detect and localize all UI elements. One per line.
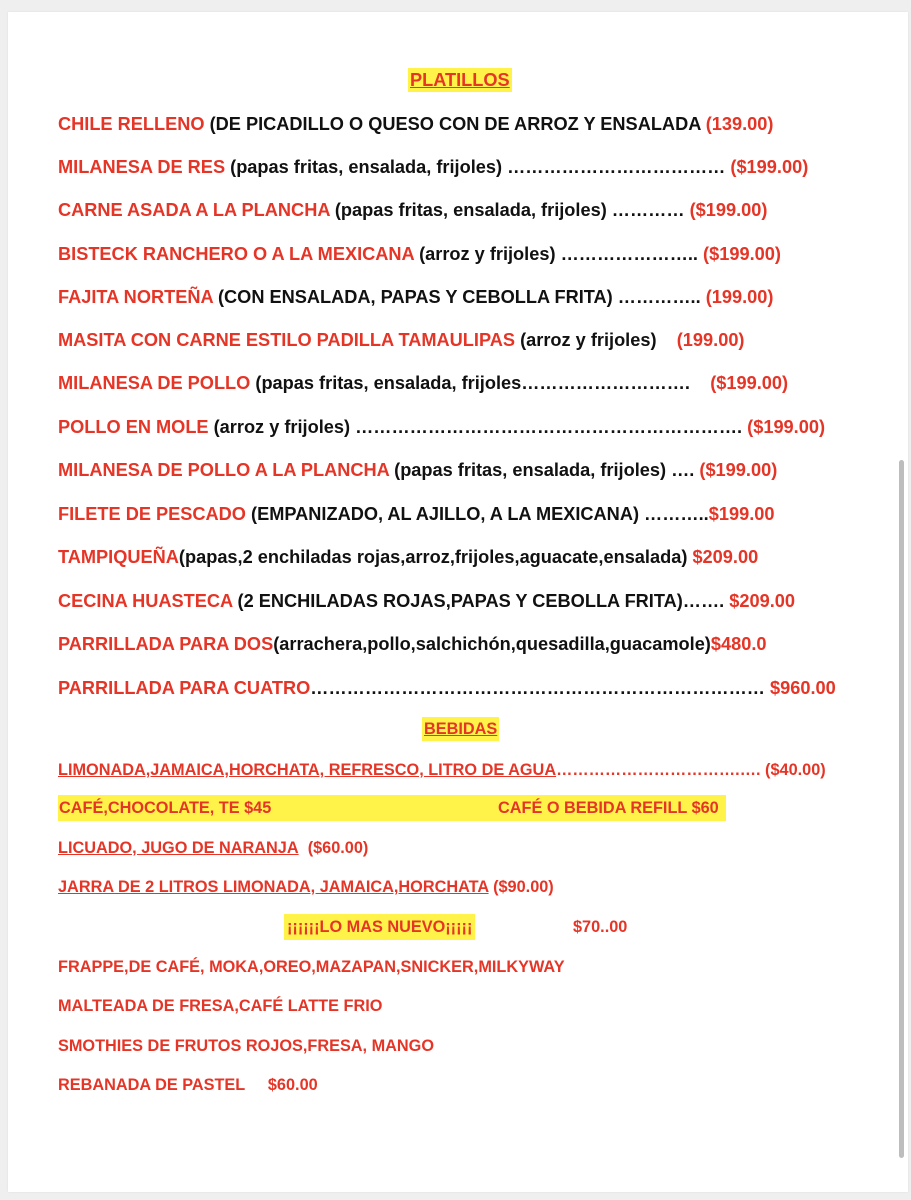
malteada-line: MALTEADA DE FRESA,CAFÉ LATTE FRIO [58, 997, 383, 1015]
platillo-price: ($199.00) [747, 417, 826, 437]
platillo-price: ($199.00) [689, 200, 768, 220]
platillo-description: (EMPANIZADO, AL AJILLO, A LA MEXICANA) ……….. [245, 504, 709, 524]
platillo-row [58, 326, 745, 354]
platillo-description: (papas fritas, ensalada, frijoles) ……………………………… [225, 157, 731, 177]
platillos-heading: PLATILLOS [410, 70, 510, 90]
cafe-refill: CAFÉ O BEBIDA REFILL $60 [498, 799, 719, 817]
platillo-name: MILANESA DE POLLO A LA PLANCHA [58, 460, 390, 480]
platillo-name: FILETE DE PESCADO [58, 504, 246, 524]
platillo-row [58, 413, 825, 441]
platillo-row [58, 630, 767, 658]
platillo-row [58, 153, 808, 181]
scrollbar[interactable] [899, 460, 904, 1158]
platillo-name: BISTECK RANCHERO O A LA MEXICANA [58, 244, 415, 264]
platillo-price: ($199.00) [710, 373, 789, 393]
aguas-dots: …………………………….…. [556, 761, 766, 779]
platillo-row [58, 674, 836, 702]
platillo-name: MILANESA DE RES [58, 157, 226, 177]
platillo-row [58, 587, 795, 615]
platillo-name: CARNE ASADA A LA PLANCHA [58, 200, 330, 220]
platillo-price: (199.00) [676, 330, 745, 350]
platillo-price: (199.00) [705, 287, 774, 307]
platillo-price: ($199.00) [730, 157, 809, 177]
platillo-description: (CON ENSALADA, PAPAS Y CEBOLLA FRITA) ………….. [212, 287, 706, 307]
platillo-row [58, 110, 773, 138]
bebidas-heading: BEBIDAS [422, 717, 499, 741]
platillo-name: PARRILLADA PARA DOS [58, 634, 274, 654]
licuado-price: ($60.00) [307, 839, 369, 857]
platillo-row [58, 240, 781, 268]
platillo-description: (2 ENCHILADAS ROJAS,PAPAS Y CEBOLLA FRITA)……. [232, 591, 730, 611]
aguas-text: LIMONADA,JAMAICA,HORCHATA, REFRESCO, LITRO DE AGUA [58, 761, 557, 779]
platillo-price: $199.00 [708, 504, 775, 524]
jarra-text: JARRA DE 2 LITROS LIMONADA, JAMAICA,HORCHATA [58, 878, 489, 896]
bebidas-line-licuado [58, 835, 368, 861]
pastel-line [58, 1072, 318, 1098]
platillo-description: (arrachera,pollo,salchichón,quesadilla,guacamole) [273, 634, 711, 654]
smothies-line: SMOTHIES DE FRUTOS ROJOS,FRESA, MANGO [58, 1037, 435, 1055]
bebidas-line-aguas [58, 757, 826, 783]
lo-mas-nuevo-price: $70..00 [573, 918, 628, 936]
bebidas-line-jarra [58, 874, 554, 900]
platillo-name: CHILE RELLENO [58, 114, 205, 134]
platillo-description: ………………………………………………………………… [310, 678, 770, 698]
jarra-price: ($90.00) [493, 878, 554, 896]
platillo-description: (arroz y frijoles) ………………………………………………………. [208, 417, 748, 437]
platillo-price: ($199.00) [699, 460, 778, 480]
pastel-price: $60.00 [267, 1076, 318, 1094]
platillo-row [58, 369, 788, 397]
platillo-description: (papas fritas, ensalada, frijoles) ………… [329, 200, 690, 220]
aguas-price: ($40.00) [765, 761, 826, 779]
platillo-row [58, 283, 773, 311]
platillo-row [58, 543, 758, 571]
platillo-description: (papas fritas, ensalada, frijoles) …. [389, 460, 700, 480]
platillo-price: $480.0 [710, 634, 767, 654]
platillo-description: (papas fritas, ensalada, frijoles………………………. [250, 373, 711, 393]
platillo-price: $960.00 [770, 678, 836, 698]
platillo-price: $209.00 [729, 591, 796, 611]
platillo-price: (139.00) [705, 114, 774, 134]
platillo-name: FAJITA NORTEÑA [58, 287, 213, 307]
platillo-name: POLLO EN MOLE [58, 417, 209, 437]
cafe-chocolate-te: CAFÉ,CHOCOLATE, TE $45 [59, 799, 272, 817]
platillo-description: (arroz y frijoles) [515, 330, 677, 350]
platillo-name: CECINA HUASTECA [58, 591, 233, 611]
platillo-row [58, 456, 777, 484]
platillo-description: (DE PICADILLO O QUESO CON DE ARROZ Y ENSALADA [204, 114, 706, 134]
platillo-name: MASITA CON CARNE ESTILO PADILLA TAMAULIPAS [58, 330, 516, 350]
platillo-row [58, 500, 774, 528]
platillo-price: ($199.00) [703, 244, 781, 264]
platillo-description: (arroz y frijoles) ………………….. [414, 244, 704, 264]
lo-mas-nuevo-label: ¡¡¡¡¡¡LO MAS NUEVO¡¡¡¡¡ [284, 914, 475, 940]
pastel-text: REBANADA DE PASTEL [58, 1076, 246, 1094]
platillo-name: PARRILLADA PARA CUATRO [58, 678, 311, 698]
platillo-description: (papas,2 enchiladas rojas,arroz,frijoles,aguacate,ensalada) [178, 547, 693, 567]
platillo-name: TAMPIQUEÑA [58, 547, 179, 567]
platillo-row [58, 196, 767, 224]
platillo-name: MILANESA DE POLLO [58, 373, 251, 393]
platillo-price: $209.00 [692, 547, 759, 567]
frappe-line: FRAPPE,DE CAFÉ, MOKA,OREO,MAZAPAN,SNICKER,MILKYWAY [58, 958, 565, 976]
licuado-text: LICUADO, JUGO DE NARANJA [58, 839, 299, 857]
